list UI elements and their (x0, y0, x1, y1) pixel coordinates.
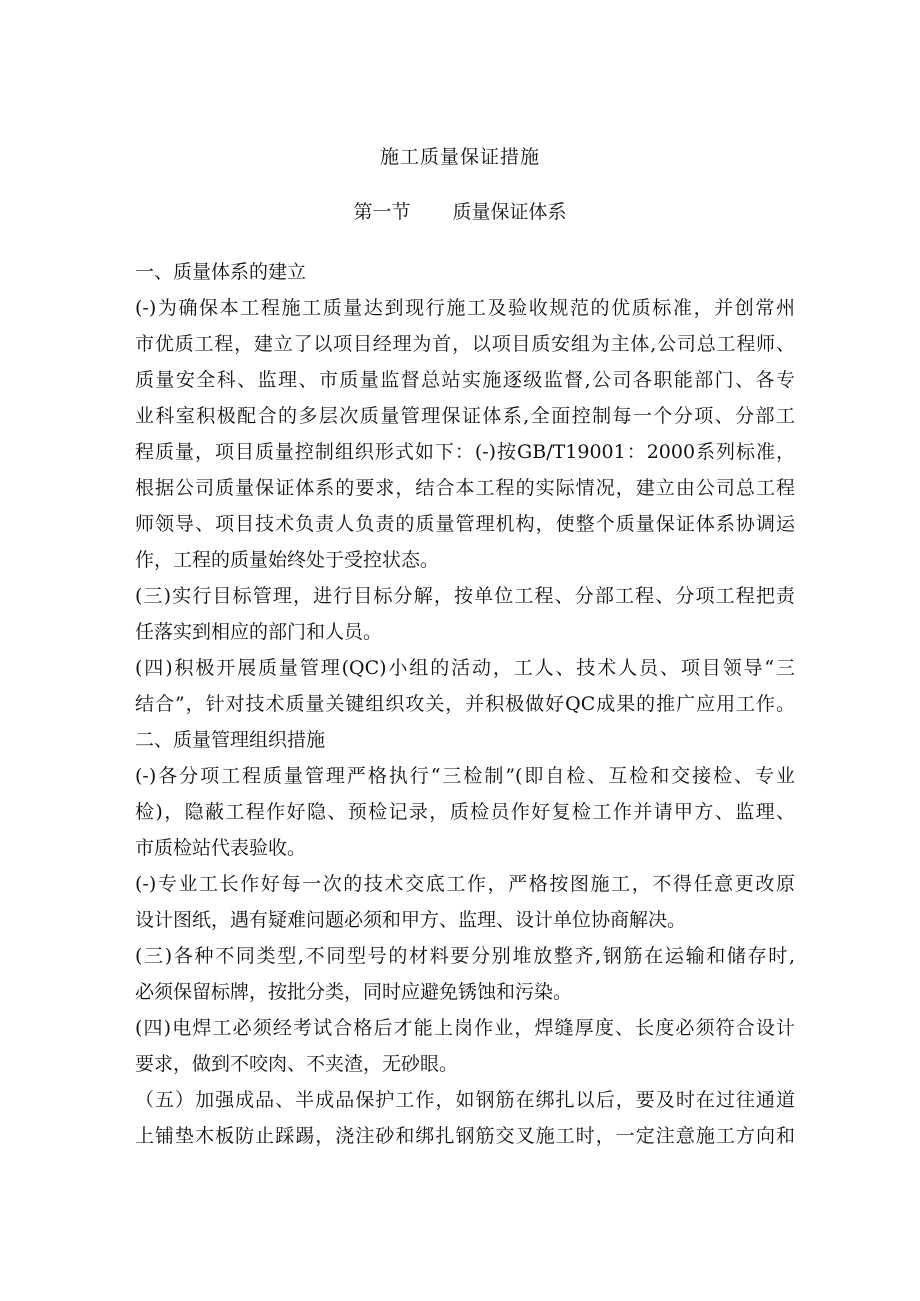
text-line: 质量安全科、监理、市质量监督总站实施逐级监督,公司各职能部门、各专 (135, 369, 795, 391)
text-line: (四)电焊工必须经考试合格后才能上岗作业，焊缝厚度、长度必须符合设计 (135, 1017, 795, 1039)
text-line: (四)积极开展质量管理(QC)小组的活动，工人、技术人员、项目领导“三 (135, 657, 795, 679)
text-line: 市质检站代表验收。 (135, 837, 307, 859)
text-line: （五）加强成品、半成品保护工作，如钢筋在绑扎以后，要及时在过往通道 (135, 1089, 795, 1111)
text-line: 任落实到相应的部门和人员。 (135, 621, 383, 643)
text-line: 一、质量体系的建立 (135, 261, 307, 283)
text-line: 检)，隐蔽工程作好隐、预检记录，质检员作好复检工作并请甲方、监理、 (135, 801, 795, 823)
section-heading (0, 197, 920, 227)
text-line: 设计图纸，遇有疑难问题必须和甲方、监理、设计单位协商解决。 (135, 909, 687, 931)
text-line: 师领导、项目技术负责人负责的质量管理机构，使整个质量保证体系协调运 (135, 513, 795, 535)
section-number: 第一节 (353, 201, 411, 223)
text-line: 作，工程的质量始终处于受控状态。 (135, 549, 440, 571)
text-line: (-)为确保本工程施工质量达到现行施工及验收规范的优质标准，并创常州 (135, 297, 795, 319)
text-line: 程质量，项目质量控制组织形式如下：(-)按GB/T19001：2000系列标准， (135, 441, 795, 463)
text-line: 要求，做到不咬肉、不夹渣，无砂眼。 (135, 1053, 459, 1075)
text-line: (三)实行目标管理，进行目标分解，按单位工程、分部工程、分项工程把责 (135, 585, 795, 607)
text-line: (-)各分项工程质量管理严格执行“三检制”(即自检、互检和交接检、专业 (135, 765, 795, 787)
text-line: 二、质量管理组织措施 (135, 729, 326, 751)
text-line: 必须保留标牌，按批分类，同时应避免锈蚀和污染。 (135, 981, 573, 1003)
section-title: 质量保证体系 (452, 201, 567, 223)
text-line: 业科室积极配合的多层次质量管理保证体系,全面控制每一个分项、分部工 (135, 405, 795, 427)
document-title: 施工质量保证措施 (379, 146, 540, 168)
text-line: 市优质工程，建立了以项目经理为首，以项目质安组为主体,公司总工程师、 (135, 333, 795, 355)
text-line: 结合”，针对技术质量关键组织攻关，并积极做好QC成果的推广应用工作。 (135, 693, 795, 715)
text-line: (三)各种不同类型,不同型号的材料要分别堆放整齐,钢筋在运输和储存时, (135, 945, 795, 967)
text-line: 根据公司质量保证体系的要求，结合本工程的实际情况，建立由公司总工程 (135, 477, 795, 499)
text-line: 上铺垫木板防止踩踢，浇注砂和绑扎钢筋交叉施工时，一定注意施工方向和 (135, 1125, 795, 1147)
document-body (135, 254, 795, 1154)
text-line: (-)专业工长作好每一次的技术交底工作，严格按图施工，不得任意更改原 (135, 873, 795, 895)
